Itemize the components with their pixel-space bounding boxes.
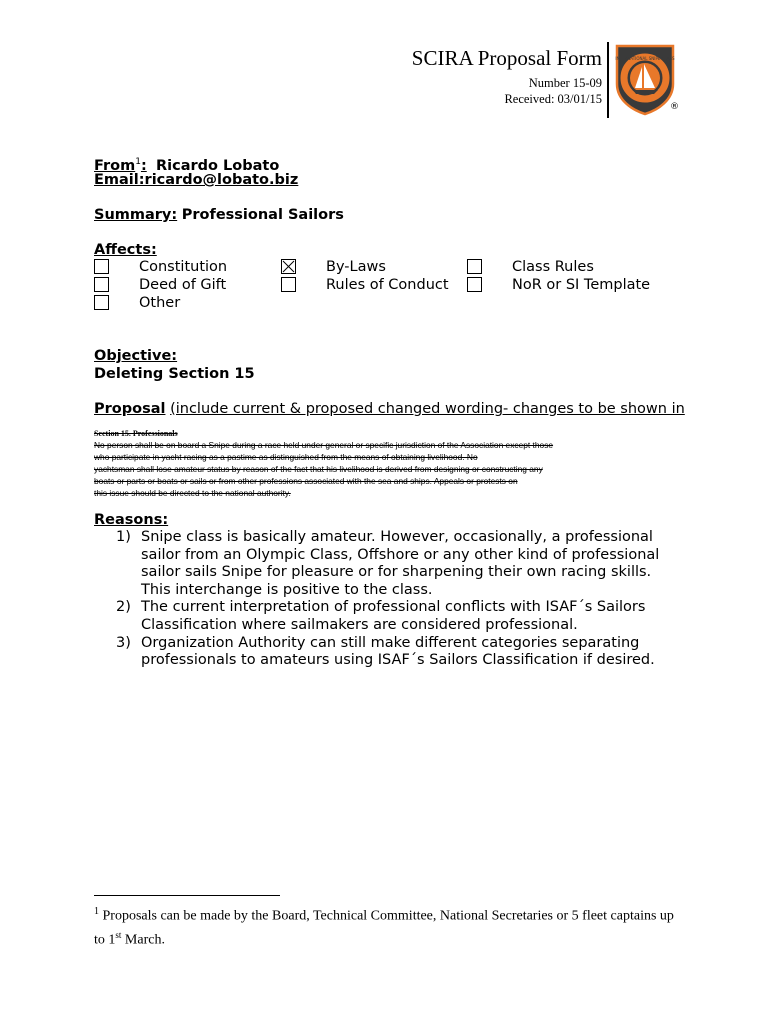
reason-item: [94, 529, 674, 599]
registered-mark: ®: [670, 102, 679, 112]
footnote-text-end: March.: [121, 932, 165, 948]
affects-option-label: By-Laws: [326, 259, 386, 275]
checkbox-constitution[interactable]: [94, 259, 109, 274]
affects-option-label: NoR or SI Template: [512, 277, 651, 293]
reasons-label: Reasons:: [94, 512, 169, 528]
received-date: Received: 03/01/15: [504, 92, 602, 106]
reason-text: Organization Authority can still make different categories separating professionals to amateurs using ISAF´s Sailors Classification if desired.: [141, 634, 655, 669]
deleted-section-heading: Section 15. Professionals: [94, 429, 178, 438]
reason-text: The current interpretation of professional conflicts with ISAF´s Sailors Classification where sailmakers are considered professional.: [141, 599, 646, 633]
from-footnote-ref: 1: [135, 157, 141, 167]
footnote-divider: [94, 895, 280, 896]
reason-item: [94, 635, 674, 670]
checkbox-class-rules[interactable]: [467, 259, 482, 274]
deleted-text-line: this issue should be directed to the national authority.: [94, 488, 291, 498]
objective-value: Deleting Section 15: [94, 366, 255, 382]
deleted-text-line: boats or parts or boats or sails or from other professions associated with the sea and ships. Appeals or protests on: [94, 476, 518, 486]
proposal-label: Proposal: [94, 401, 166, 417]
checkbox-deed-of-gift[interactable]: [94, 277, 109, 292]
affects-option-label: Deed of Gift: [139, 277, 227, 293]
deleted-text-line: who participate in yacht racing as a pastime as distinguished from the means of obtaining livelihood. No: [94, 452, 478, 462]
footnote-marker: 1: [94, 906, 99, 917]
deleted-text-line: No person shall be on board a Snipe during a race held under general or specific jurisdiction of the Association except those: [94, 440, 554, 450]
checkbox-nor-si-template[interactable]: [467, 277, 482, 292]
footnote-text: Proposals can be made by the Board, Technical Committee, National Secretaries or 5 fleet captains up to 1: [94, 908, 674, 948]
from-label: From: [94, 157, 136, 174]
logo-ring-text: INTERNATIONAL SNIPE CLASS: [615, 56, 675, 61]
checkmark-x-icon: [282, 260, 295, 273]
reason-number: 2): [116, 599, 131, 616]
affects-option-label: Other: [139, 295, 181, 311]
summary-line: [94, 206, 344, 224]
from-name: Ricardo Lobato: [155, 157, 280, 174]
summary-label: Summary:: [94, 207, 178, 223]
reason-number: 3): [116, 634, 131, 651]
checkbox-rules-of-conduct[interactable]: [281, 277, 296, 292]
from-colon: :: [140, 157, 147, 174]
reason-number: 1): [116, 529, 131, 545]
affects-option-label: Constitution: [139, 259, 228, 275]
deleted-text-line: yachtsman shall lose amateur status by reason of the fact that his livelihood is derived from designing or constructing any: [94, 464, 543, 474]
summary-value: Professional Sailors: [181, 207, 344, 223]
reason-item: [94, 599, 674, 634]
affects-option-label: Class Rules: [512, 259, 594, 275]
snipe-class-logo: [614, 44, 679, 116]
header-divider: [607, 42, 609, 118]
affects-label: Affects:: [94, 242, 157, 258]
checkbox-other[interactable]: [94, 295, 109, 310]
proposal-number: Number 15-09: [528, 76, 602, 90]
form-title: SCIRA Proposal Form: [411, 46, 602, 70]
from-email[interactable]: Email:ricardo@lobato.biz: [94, 172, 299, 188]
proposal-heading: [94, 400, 685, 418]
reason-text: Snipe class is basically amateur. However, occasionally, a professional sailor from an Olympic Class, Offshore or any other kind of professional sailor sails Snipe for pleasure or for sharpening their own racing skills. This interchange is positive to the class.: [141, 529, 660, 598]
proposal-note: (include current & proposed changed wording- changes to be shown in: [170, 401, 685, 417]
checkbox-by-laws[interactable]: [281, 259, 296, 274]
affects-option-label: Rules of Conduct: [326, 277, 449, 293]
footnote: [94, 903, 674, 949]
objective-label: Objective:: [94, 348, 178, 364]
reasons-list: [94, 529, 674, 670]
footnote-superscript: st: [115, 929, 122, 940]
